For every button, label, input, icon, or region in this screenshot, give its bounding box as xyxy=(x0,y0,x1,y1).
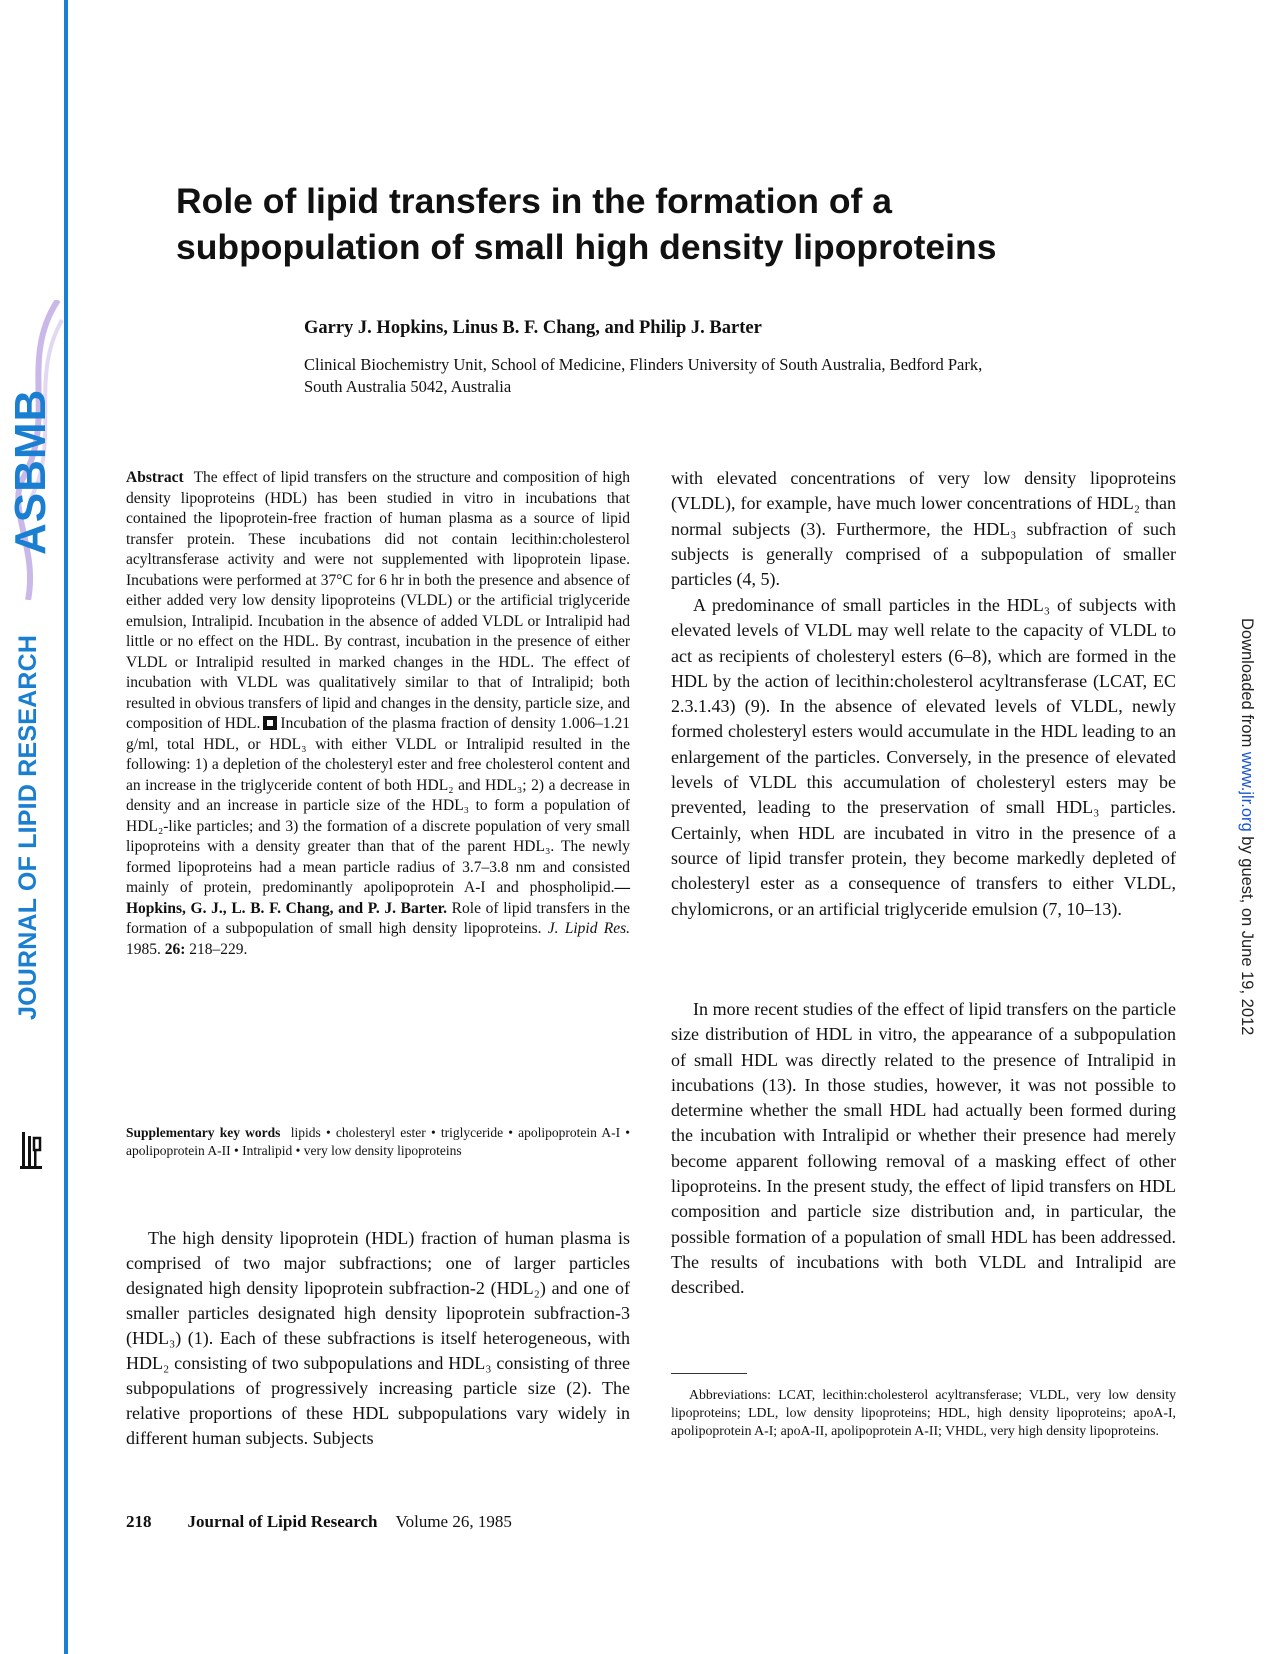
intro-paragraph-right-2: A predominance of small particles in the HDL₃ of subjects with elevated levels of VLDL may well relate to the capacity of VLDL to act as recipients of cholesteryl esters (6–8), which are formed in the HDL by the action of lecithin:cholesterol acyltransferase (LCAT, EC 2.3.1.43) (9). In the absence of elevated levels of VLDL, newly formed cholesteryl esters would accumulate in the HDL leading to an enlargement of the particles. Conversely, in the presence of elevated levels of VLDL this accumulation of cholesteryl esters may be prevented, leading to the preservation of small HDL₃ particles. Certainly, when HDL are incubated in vitro in the presence of a source of lipid transfer protein, they become markedly depleted of cholesteryl ester as a consequence of transfers to either VLDL, chylomicrons, or an artificial triglyceride emulsion (7, 10–13). xyxy=(671,595,1176,919)
citation-pages: 218–229. xyxy=(185,940,248,958)
intro-paragraph-right-1: with elevated concentrations of very low density lipoproteins (VLDL), for example, have much lower concentrations of HDL₂ than normal subjects (3). Furthermore, the HDL₃ subfraction of such subjects is generally comprised of a subpopulation of smaller particles (4, 5). xyxy=(671,468,1176,590)
article-title-line-1: Role of lipid transfers in the formation of a xyxy=(176,181,892,221)
abstract-marker-icon xyxy=(263,716,277,730)
sidebar-accent-line xyxy=(64,0,68,1654)
page-footer xyxy=(126,1512,512,1532)
article-affiliation xyxy=(304,354,1154,398)
abstract-text-part-2: Incubation of the plasma fraction of density 1.006–1.21 g/ml, total HDL, or HDL₃ with either VLDL or Intralipid resulted in the following: 1) a depletion of the cholesteryl ester and free cholesterol content and an increase in the triglyceride content of both HDL₂ and HDL₃; 2) a decrease in density and an increase in particle size of the HDL₃ to form a population of HDL₂-like particles; and 3) the formation of a discrete population of very small lipoproteins with a density greater than that of the parent HDL₃. The newly formed lipoproteins had a mean particle radius of 3.7–3.8 nm and consisted mainly of protein, predominantly apolipoprotein A-I and phospholipid. xyxy=(126,715,630,896)
affiliation-line-1: Clinical Biochemistry Unit, School of Medicine, Flinders University of South Australia, Bedford Park, xyxy=(304,355,983,374)
footer-journal: Journal of Lipid Research xyxy=(187,1512,378,1531)
keywords xyxy=(126,1124,630,1160)
jlr-monogram-icon xyxy=(18,1130,44,1170)
journal-name-vertical: JOURNAL OF LIPID RESEARCH xyxy=(14,634,42,1020)
abstract-text-part-1: The effect of lipid transfers on the structure and composition of high density lipoproteins (HDL) has been studied in vitro in incubations that contained the lipoprotein-free fraction of human plasma as a source of lipid transfer protein. These incubations did not contain lecithin:cholesterol acyltransferase activity and were not supplemented with lipoprotein lipase. Incubations were performed at 37°C for 6 hr in both the presence and absence of either added very low density lipoproteins (VLDL) or the artificial triglyceride emulsion, Intralipid. Incubation in the absence of added VLDL or Intralipid had little or no effect on the HDL. By contrast, incubation in the presence of either VLDL or Intralipid resulted in marked changes in the HDL. The effect of incubation with VLDL was qualitatively similar to that of Intralipid; both resulted in obvious transfers of lipid and changes in the density, particle size, and composition of HDL. xyxy=(126,469,630,732)
download-note xyxy=(1237,618,1256,1035)
intro-paragraph-left: The high density lipoprotein (HDL) fraction of human plasma is comprised of two major subfractions; one of larger particles designated high density lipoprotein subfraction-2 (HDL₂) and one of smaller particles designated high density lipoprotein subfraction-3 (HDL₃) (1). Each of these subfractions is itself heterogeneous, with HDL₂ consisting of two subpopulations and HDL₃ consisting of three subpopulations of progressively increasing particle size (2). The relative proportions of these HDL subpopulations vary widely in different human subjects. Subjects xyxy=(126,1228,630,1448)
citation-journal: J. Lipid Res. xyxy=(547,920,630,937)
jlr-site-link[interactable]: www.jlr.org xyxy=(1238,751,1256,832)
citation-text: Role of lipid transfers in the formation of a subpopulation of small high density lipoproteins. xyxy=(126,899,630,937)
footer-volume: Volume 26, 1985 xyxy=(395,1512,512,1531)
keywords-label: Supplementary key words xyxy=(126,1125,281,1140)
citation-authors: —Hopkins, G. J., L. B. F. Chang, and P. J. Barter. xyxy=(126,879,630,917)
citation-year: 1985. xyxy=(126,940,165,958)
keywords-text: lipids • cholesteryl ester • triglyceride • apolipoprotein A-I • apolipoprotein A-II • Intralipid • very low density lipoproteins xyxy=(126,1125,631,1158)
page-number: 218 xyxy=(126,1512,152,1531)
affiliation-line-2: South Australia 5042, Australia xyxy=(304,377,512,396)
download-note-suffix: by guest, on June 19, 2012 xyxy=(1238,831,1256,1036)
abbreviations-footnote: Abbreviations: LCAT, lecithin:cholesterol acyltransferase; VLDL, very low density lipoproteins; LDL, low density lipoproteins; HDL, high density lipoproteins; apoA-I, apolipoprotein A-I; apoA-II, apolipoprotein A-II; VHDL, very high density lipoproteins. xyxy=(671,1387,1176,1438)
footnote-divider xyxy=(671,1373,747,1374)
article-authors: Garry J. Hopkins, Linus B. F. Chang, and Philip J. Barter xyxy=(304,318,762,338)
abstract-label: Abstract xyxy=(126,469,184,486)
article-title xyxy=(176,178,1176,270)
asbmb-logo: ASBMB xyxy=(6,388,55,555)
article-title-line-2: subpopulation of small high density lipoproteins xyxy=(176,227,997,267)
citation-volume: 26: xyxy=(164,940,186,958)
intro-paragraph-right-3: In more recent studies of the effect of lipid transfers on the particle size distribution of HDL in vitro, the appearance of a subpopulation of small HDL was directly related to the presence of Intralipid in incubations (13). In those studies, however, it was not possible to determine whether the small HDL had actually been formed during the incubation with Intralipid or whether their presence had merely become apparent following removal of a masking effect of other lipoproteins. In the present study, the effect of lipid transfers on HDL composition and particle size distribution and, in particular, the possible formation of a population of small HDL has been addressed. The results of incubations with both VLDL and Intralipid are described. xyxy=(671,999,1176,1298)
download-note-prefix: Downloaded from xyxy=(1238,618,1256,752)
abstract xyxy=(126,468,630,960)
